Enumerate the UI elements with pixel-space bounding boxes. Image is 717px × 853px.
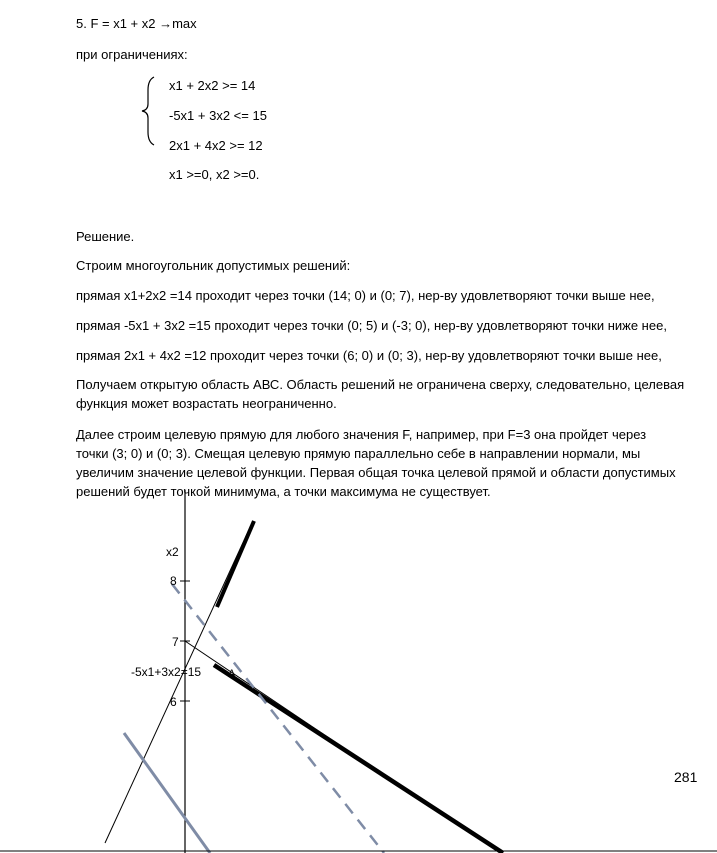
line-description-1: прямая x1+2x2 =14 проходит через точки (14; 0) и (0; 7), нер-ву удовлетворяют точки выше нее, <box>76 288 655 303</box>
paragraph-2-line-2: точки (3; 0) и (0; 3). Смещая целевую прямую параллельно себе в направлении нормали, мы <box>76 446 641 461</box>
constraints-intro: при ограничениях: <box>76 47 188 62</box>
solution-intro: Строим многоугольник допустимых решений: <box>76 258 351 273</box>
region-boundary-upper <box>217 521 254 607</box>
tick-label-6: 6 <box>170 695 177 709</box>
paragraph-1-line-1: Получаем открытую область АВС. Область решений не ограничена сверху, следовательно, целевая <box>76 377 685 392</box>
tick-label-8: 8 <box>170 574 177 588</box>
x2-axis-label: x2 <box>166 545 179 559</box>
constraint-2: -5x1 + 3x2 <= 15 <box>169 108 267 123</box>
line-description-2: прямая -5x1 + 3x2 =15 проходит через точки (0; 5) и (-3; 0), нер-ву удовлетворяют точки ниже нее, <box>76 318 667 333</box>
point-a-label: A <box>228 668 236 680</box>
problem-header: 5. F = x1 + x2 →max <box>76 16 197 31</box>
paragraph-2-line-1: Далее строим целевую прямую для любого значения F, например, при F=3 она пройдет через <box>76 427 647 442</box>
region-boundary-lower <box>214 665 503 853</box>
paragraph-2-line-4: решений будет точкой минимума, а точки максимума не существует. <box>76 484 491 499</box>
solution-heading: Решение. <box>76 229 135 244</box>
paragraph-2-line-3: увеличим значение целевой функции. Первая общая точка целевой прямой и области допустимых <box>76 465 676 480</box>
page-number: 281 <box>674 769 698 785</box>
nonnegativity: x1 >=0, x2 >=0. <box>169 167 260 182</box>
constraint-3: 2x1 + 4x2 >= 12 <box>169 138 263 153</box>
line-description-3: прямая 2x1 + 4x2 =12 проходит через точки (6; 0) и (0; 3), нер-ву удовлетворяют точки выше нее, <box>76 348 662 363</box>
line-label: -5x1+3x2=15 <box>131 665 202 679</box>
tick-label-7: 7 <box>172 635 179 649</box>
paragraph-1-line-2: функция может возрастать неограниченно. <box>76 396 337 411</box>
constraint-line-2 <box>105 523 252 843</box>
objective-line-shifted <box>172 584 384 853</box>
constraint-1: x1 + 2x2 >= 14 <box>169 78 256 93</box>
objective-line <box>124 733 210 853</box>
